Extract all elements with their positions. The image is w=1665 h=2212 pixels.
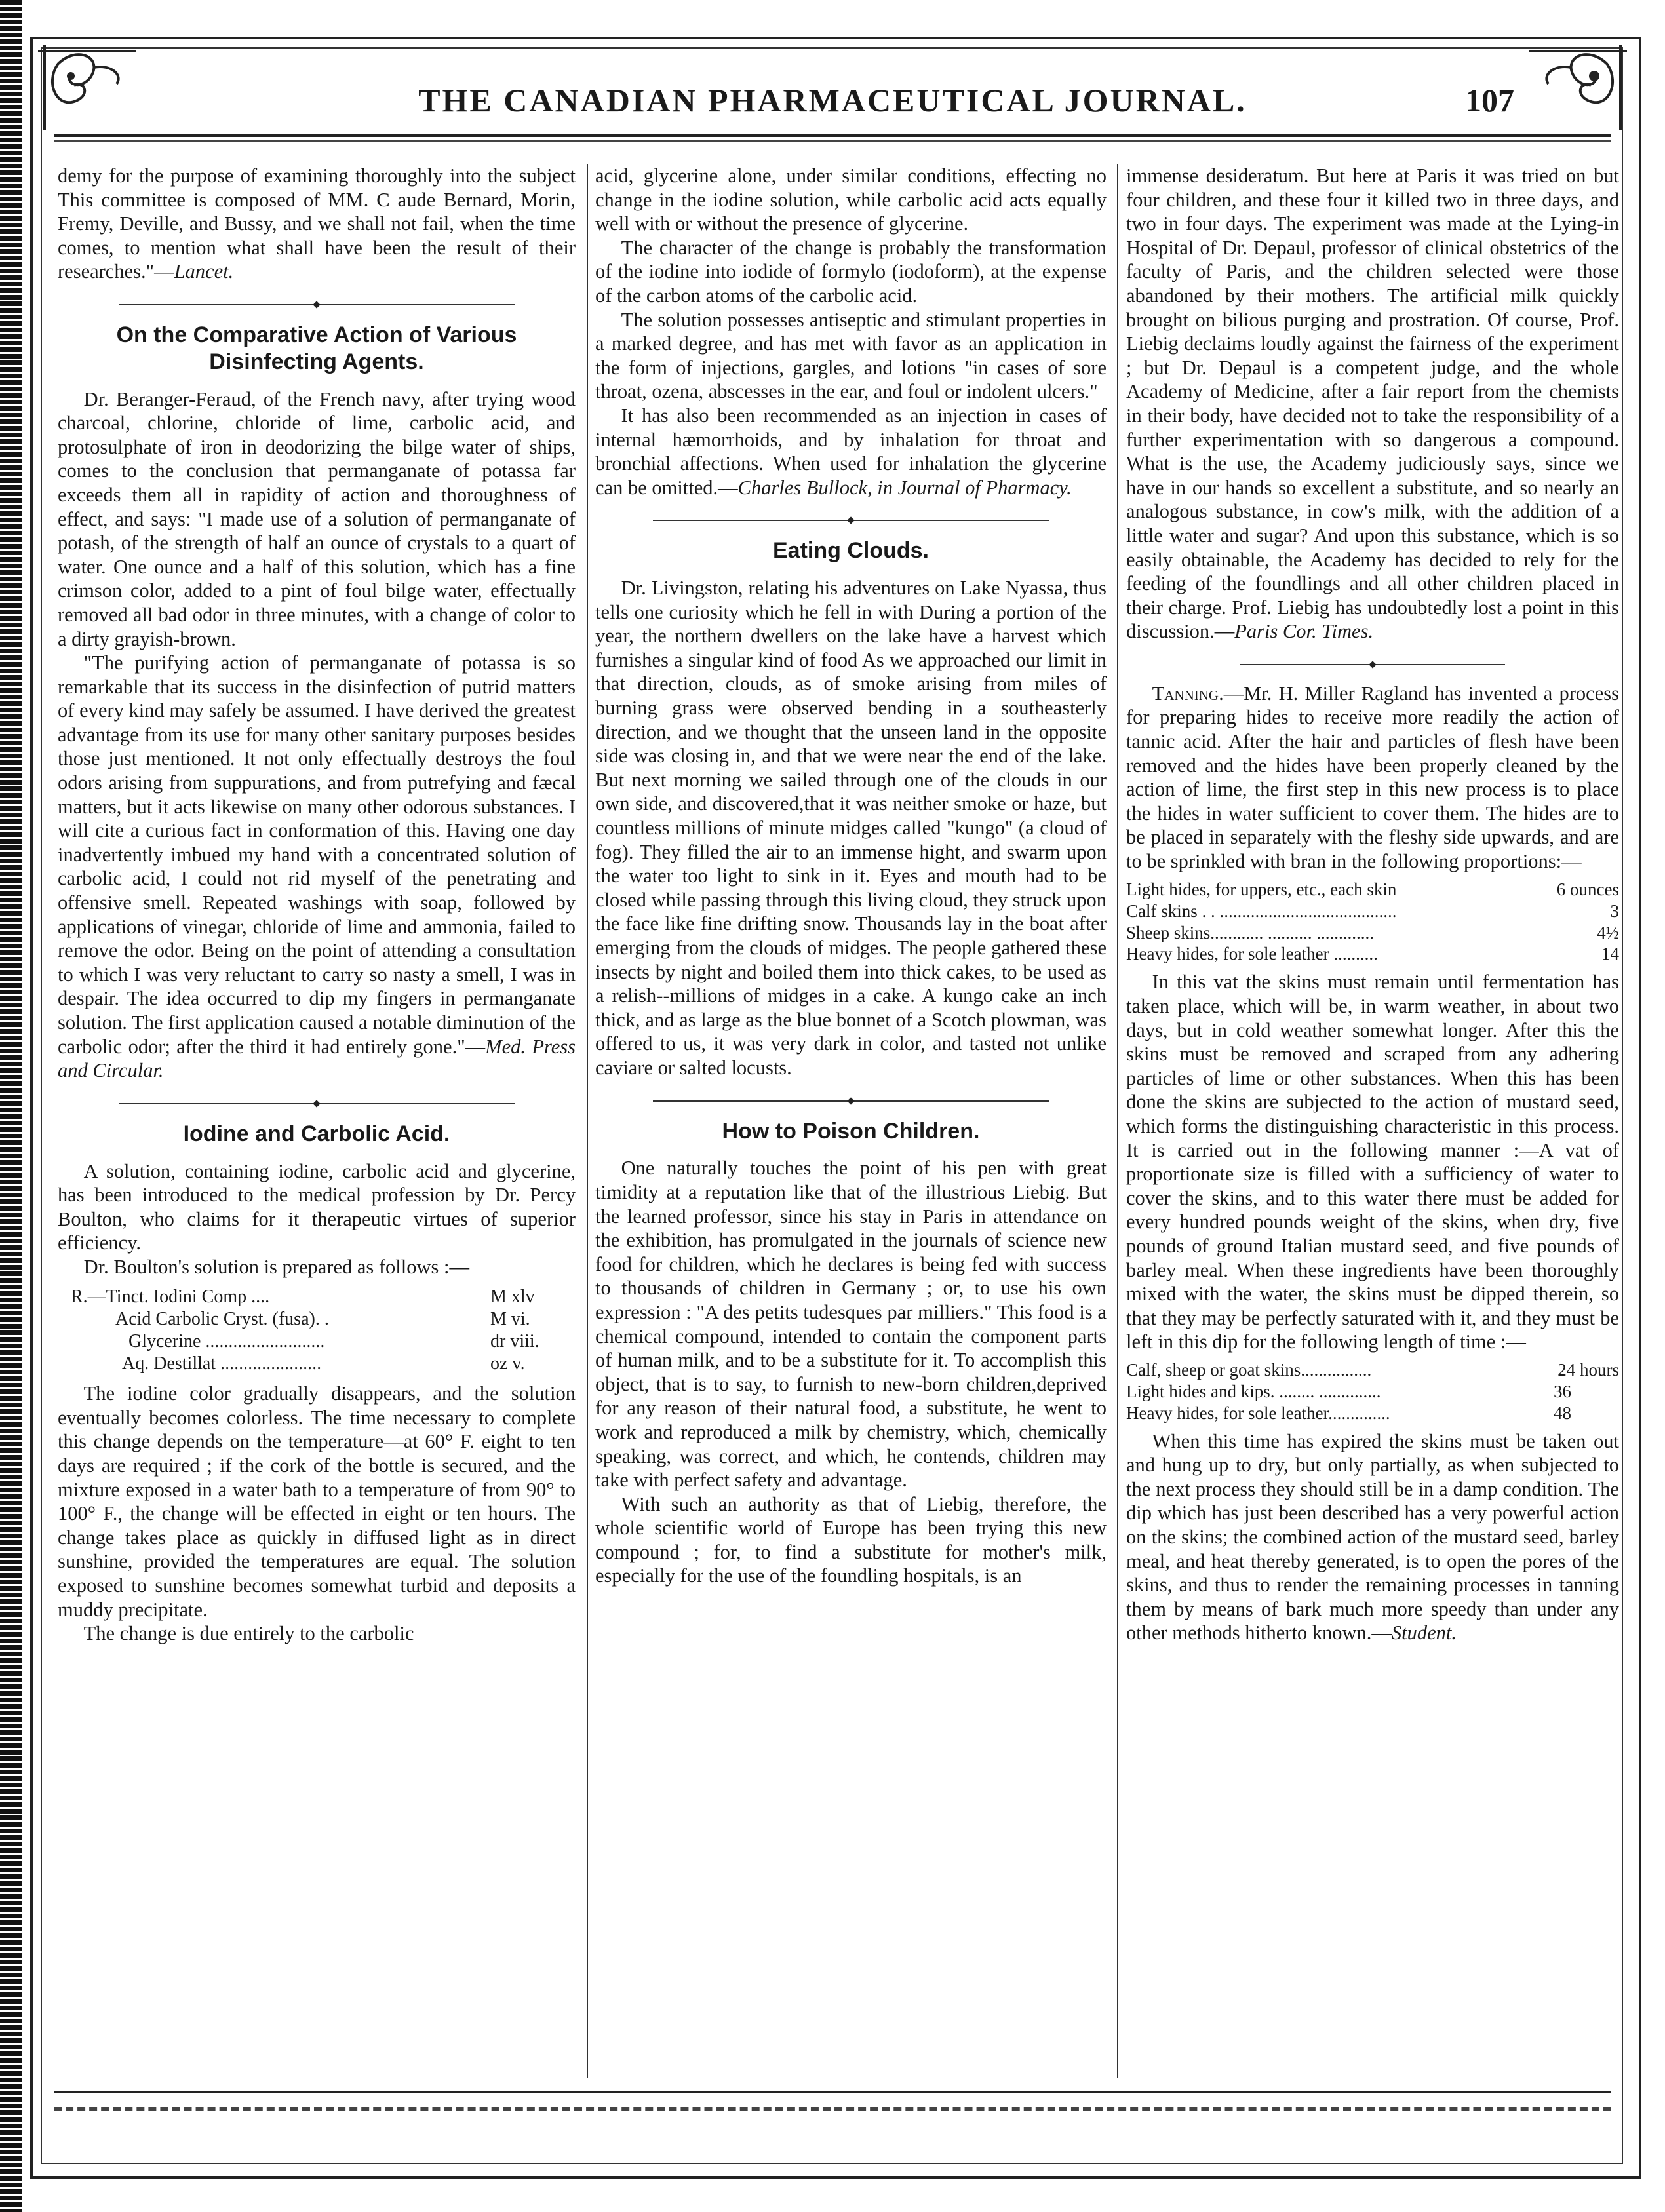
source-citation: Med. Press and Circular. bbox=[58, 1035, 576, 1082]
binding-edge bbox=[0, 0, 22, 2212]
column-3 bbox=[1126, 164, 1619, 2081]
paragraph-text: When this time has expired the skins must be taken out and hung up to dry, but only partially, as when subjected to the next process they should still be in a damp condition. The dip which has just been described has a very powerful action on the skins; the combined action of the mustard seed, barley meal, and heat thereby generated, is to open the pores of the skins, and thus to render the remaining processes in tanning them by means of bark much more speedy than under any other methods hitherto known.— bbox=[1126, 1429, 1619, 1644]
table-row: Heavy hides, for sole leather .......... 14 bbox=[1126, 944, 1619, 964]
run-in-heading: Tanning. bbox=[1152, 682, 1224, 705]
article-heading: Eating Clouds. bbox=[773, 538, 929, 564]
footer-rule bbox=[54, 2091, 1611, 2093]
paragraph: The iodine color gradually disappears, and the solution eventually becomes colorless. The time necessary to complete this change depends on the temperature—at 60° F. eight to ten days are required ; if the cork of the bottle is secured, and the mixture exposed in a water bath to a temperature of from 90° to 100° F., the change will be effected in eight or ten hours. The change takes place as quickly in diffused light as in direct sunshine, provided the temperatures are equal. The solution exposed to sunshine becomes somewhat turbid and deposits a muddy precipitate. bbox=[58, 1382, 576, 1621]
column-divider bbox=[587, 164, 588, 2078]
paragraph-text: demy for the purpose of examining thoroughly into the subject This committee is composed of MM. C aude Bernard, Morin, Fremy, Deville, and Bussy, and we shall not fail, when the time comes, to mention what shall have been the result of their researches."— bbox=[58, 165, 576, 283]
paragraph: The solution possesses antiseptic and stimulant properties in a marked degree, and has met with favor as an application in the form of injections, gargles, and lotions "in cases of sore throat, ozena, abscesses in the ear, and foul or indolent ulcers." bbox=[595, 308, 1107, 403]
table-row: Light hides and kips. ........ .............. 36 bbox=[1126, 1381, 1571, 1401]
source-citation: Student. bbox=[1391, 1621, 1457, 1644]
section-separator bbox=[595, 516, 1107, 524]
page-header bbox=[131, 77, 1534, 130]
paragraph: Dr. Boulton's solution is prepared as follows :— bbox=[83, 1255, 469, 1278]
prescription-row: Glycerine .......................... dr viii. bbox=[128, 1330, 539, 1351]
paragraph: One naturally touches the point of his pen with great timidity at a reputation like that of the illustrious Liebig. But the learned professor, since his stay in Paris in attendance on the exhibition, has promulgated in the journals of science new food for children, which he declares is being fed with success to thousands of children in Germany ; or, to use his own expression : "A des petits tudesques par milliers." This food is a chemical compound, intended to contain the component parts of human milk, and to be a substitute for it. To accomplish this object, that is to say, to furnish to new-born children,deprived for any reason of their natural food, a substitute, he went to work and reproduced a milk by chemistry, which, chemically speaking, was correct, and which, he contends, children may take with perfect safety and advantage. bbox=[595, 1157, 1107, 1492]
source-citation: Paris Cor. Times. bbox=[1234, 620, 1374, 643]
table-row: Light hides, for uppers, etc., each skin 6 ounces bbox=[1126, 879, 1619, 899]
section-separator bbox=[595, 1097, 1107, 1105]
dip-time-table bbox=[1126, 1359, 1619, 1424]
prescription-row: Aq. Destillat ...................... oz v. bbox=[122, 1353, 525, 1374]
header-rule-thin bbox=[54, 140, 1611, 142]
corner-ornament-right bbox=[1522, 38, 1634, 136]
header-rule bbox=[54, 134, 1611, 137]
prescription bbox=[58, 1286, 576, 1376]
paragraph-text: —Mr. H. Miller Ragland has invented a process for preparing hides to receive more readily the action of tannic acid. After the hair and particles of flesh have been removed and the hides have been properly cleaned by the action of lime, the first step in this new process is to place the hides in water sufficient to cover them. The hides are to be placed in separately with the fleshy side upwards, and are to be sprinkled with bran in the following proportions:— bbox=[1126, 682, 1619, 873]
corner-ornament-left bbox=[31, 38, 143, 136]
article-heading: How to Poison Children. bbox=[722, 1118, 980, 1144]
prescription-row: Acid Carbolic Cryst. (fusa). . M vi. bbox=[115, 1308, 530, 1329]
journal-title: THE CANADIAN PHARMACEUTICAL JOURNAL. bbox=[418, 82, 1247, 119]
article-heading: On the Comparative Action of Various Disinfecting Agents. bbox=[116, 322, 517, 374]
section-separator bbox=[1126, 661, 1619, 669]
article-heading: Iodine and Carbolic Acid. bbox=[183, 1121, 450, 1146]
column-divider bbox=[1117, 164, 1118, 2078]
source-citation: Charles Bullock, in Journal of Pharmacy. bbox=[737, 476, 1072, 499]
paragraph-text: "The purifying action of permanganate of potassa is so remarkable that its success in the disinfection of putrid matters of every kind may safely be assumed. I have derived the greatest advantage from its use for many other sanitary purposes besides those just mentioned. It not only effectually destroys the foul odors arising from suppurations, and from putrefying and fæcal matters, but it acts likewise on many other odorous substances. I will cite a curious fact in conformation of this. Having one day inadvertently imbued my hand with a concentrated solution of carbolic acid, I could not rid myself of the penetrating and offensive smell. Repeated washings with soap, followed by applications of vinegar, chloride of lime and ammonia, failed to remove the odor. Being on the point of attending a consultation to which I was very reluctant to carry so nasty a smell, I was in despair. The idea occurred to dip my fingers in permanganate solution. The first application caused a notable diminution of the carbolic odor; after the third it had entirely gone."— bbox=[58, 651, 576, 1058]
paragraph: acid, glycerine alone, under similar conditions, effecting no change in the iodine solution, while carbolic acid acts equally well with or without the presence of glycerine. bbox=[595, 165, 1107, 235]
paragraph: The change is due entirely to the carbolic bbox=[83, 1622, 414, 1645]
paragraph bbox=[1126, 1429, 1619, 1645]
bran-proportions-table bbox=[1126, 879, 1619, 965]
paragraph-text: immense desideratum. But here at Paris it was tried on but four children, and these four it killed two in three days, and two in four days. The experiment was made at the Lying-in Hospital of Dr. Depaul, professor of clinical obstetrics of the faculty of Paris, and the children selected were those abandoned by their mothers. The artificial milk quickly brought on bilious purging and prostration. Of course, Prof. Liebig declaims loudly against the fairness of the experiment ; but Dr. Depaul is a competent judge, and the whole Academy of Medicine, after a fair report from the chemists in their body, have decided not to take the responsibility of a further experimentation with so dangerous a compound. What is the use, the Academy judiciously says, since we have in our hands so excellent a substitute, and so nearly an analogous substance, in cow's milk, with the addition of a little water and sugar? And upon this substance, which is so easily obtainable, the Academy has decided to rely for the feeding of the foundlings and all other children placed in their charge. Prof. Liebig has undoubtedly lost a point in this discussion.— bbox=[1126, 165, 1619, 643]
paragraph: The character of the change is probably the transformation of the iodine into iodide of formylo (iodoform), at the expense of the carbon atoms of the carbolic acid. bbox=[595, 236, 1107, 307]
table-row: Calf skins . . ........................................ 3 bbox=[1126, 901, 1619, 921]
column-2 bbox=[595, 164, 1107, 2081]
table-row: Sheep skins............ .......... ............. 4½ bbox=[1126, 922, 1619, 942]
paragraph: Dr. Livingston, relating his adventures on Lake Nyassa, thus tells one curiosity which he fell in with During a portion of the year, the northern dwellers on the lake have a harvest which furnishes a singular kind of food As we approached our limit in that direction, clouds, as of smoke arising from miles of burning grass were observed bending in a southeasterly direction, and we thought that the unseen land in the opposite side was closing in, and that we were near the end of the lake. But next morning we sailed through one of the clouds in our own side, and discovered,that it was neither smoke or haze, but countless millions of minute midges called "kungo" (a cloud of fog). They filled the air to an immense hight, and swarm upon the water too light to sink in it. Eyes and mouth had to be closed while passing through this living cloud, they struck upon the face like fine drifting snow. Thousands lay in the boat after emerging from the clouds of midges. The people gathered these insects by night and boiled them into thick cakes, to be used as a relish--millions of midges in a cake. A kungo cake an inch thick, and as large as the blue bonnet of a Scotch plowman, was offered to us, it was very dark in color, and tasted not unlike caviare or salted locusts. bbox=[595, 577, 1107, 1079]
paragraph: Dr. Beranger-Feraud, of the French navy, after trying wood charcoal, chlorine, chloride of lime, carbolic acid, and protosulphate of iron in deodorizing the bilge water of ships, comes to the conclusion that permanganate of potassa far exceeds them all in rapidity of action and thoroughness of effect, and says: "I made use of a solution of permanganate of potash, of the strength of half an ounce of crystals to a quart of water. One ounce and a half of this solution, which has a fine crimson color, added to a pint of foul bilge water, effectually removed all bad odor in three minutes, with a change of color to a dirty grayish-brown. bbox=[58, 387, 576, 650]
paragraph: A solution, containing iodine, carbolic acid and glycerine, has been introduced to the medical profession by Dr. Percy Boulton, who claims for it therapeutic virtues of superior efficiency. bbox=[58, 1159, 576, 1254]
paragraph bbox=[1126, 164, 1619, 644]
table-row: Heavy hides, for sole leather.............. 48 bbox=[1126, 1403, 1571, 1423]
paragraph bbox=[58, 164, 576, 284]
section-separator bbox=[58, 1100, 576, 1108]
source-citation: Lancet. bbox=[174, 260, 234, 283]
section-separator bbox=[58, 301, 576, 309]
column-1 bbox=[58, 164, 576, 2081]
paragraph bbox=[58, 651, 576, 1083]
paragraph-text: It has also been recommended as an injection in cases of internal hæmorrhoids, and by inhalation for throat and bronchial affections. When used for inhalation the glycerine can be omitted.— bbox=[595, 404, 1107, 499]
paragraph bbox=[1126, 682, 1619, 874]
paragraph: With such an authority as that of Liebig, therefore, the whole scientific world of Europe has been trying this new compound ; for, to find a substitute for mother's milk, especially for the use of the foundling hospitals, is an bbox=[595, 1492, 1107, 1587]
prescription-row: R.—Tinct. Iodini Comp .... M xlv bbox=[71, 1286, 535, 1307]
page-number: 107 bbox=[1465, 82, 1514, 119]
paragraph: In this vat the skins must remain until fermentation has taken place, which will be, in warm weather, in about two days, but in cold weather somewhat longer. After this the skins must be removed and scraped from any adhering particles of lime or other substances. When this has been done the skins are subjected to the action of mustard seed, which forms the distinguishing characteristic in this process. It is carried out in the following manner :—A vat of proportionate size is filled with a sufficiency of water to cover the skins, and to this water there must be added for every hundred pounds weight of the skins, when dry, five pounds of ground Italian mustard seed, and five pounds of barley meal. When these ingredients have been thoroughly mixed with the water, the skins must be dipped therein, so that they may be perfectly saturated with it, and they must be left in this dip for the following length of time :— bbox=[1126, 971, 1619, 1353]
paragraph bbox=[595, 404, 1107, 499]
table-row: Calf, sheep or goat skins................ 24 hours bbox=[1126, 1359, 1619, 1380]
footer-ornament-rule bbox=[54, 2107, 1611, 2111]
